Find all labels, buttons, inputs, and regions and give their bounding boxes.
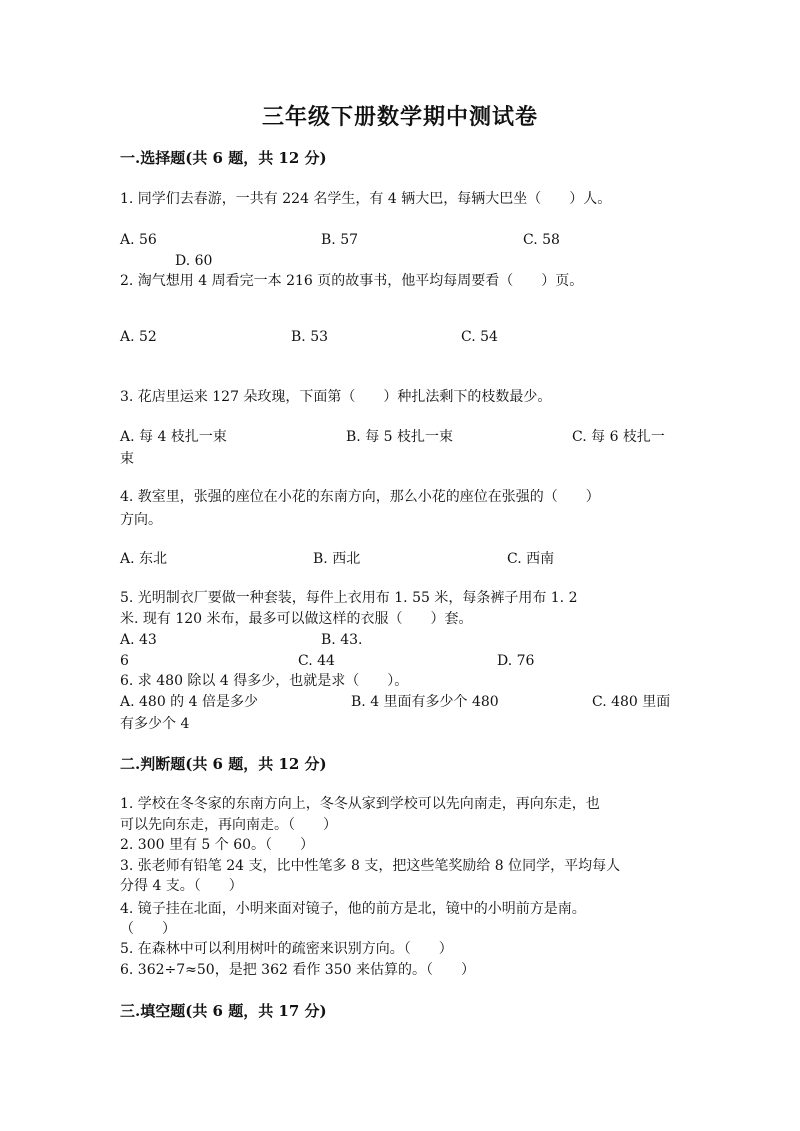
question-stem-continued: 米. 现有 120 米布，最多可以做这样的衣服（ ）套。 [120, 611, 473, 627]
judgement-line: （ ） [120, 921, 176, 937]
section-heading-fill-in: 三.填空题(共 6 题，共 17 分) [120, 1002, 327, 1020]
question-stem-continued: 方向。 [120, 512, 162, 528]
option-a: A. 52 [120, 329, 157, 345]
judgement-line: 2. 300 里有 5 个 60。（ ） [120, 837, 315, 853]
option-d: D. 76 [497, 653, 535, 669]
section-heading-judgement: 二.判断题(共 6 题，共 12 分) [120, 755, 327, 773]
judgement-line: 分得 4 支。（ ） [120, 878, 243, 894]
question-stem: 6. 求 480 除以 4 得多少，也就是求（ ）。 [120, 673, 409, 689]
option-a: A. 480 的 4 倍是多少 [120, 694, 258, 710]
question-stem: 5. 光明制衣厂要做一种套装，每件上衣用布 1. 55 米，每条裤子用布 1. 2 [120, 590, 578, 606]
option-c: C. 480 里面 [592, 694, 671, 710]
option-c: C. 每 6 枝扎一 [572, 429, 665, 445]
question-stem: 1. 同学们去春游，一共有 224 名学生，有 4 辆大巴，每辆大巴坐（ ）人。 [120, 191, 612, 207]
option-b: B. 每 5 枝扎一束 [346, 429, 453, 445]
option-d: D. 60 [175, 253, 213, 269]
option-c: C. 西南 [507, 551, 555, 567]
judgement-line: 4. 镜子挂在北面，小明来面对镜子，他的前方是北，镜中的小明前方是南。 [120, 901, 586, 917]
question-stem: 3. 花店里运来 127 朵玫瑰，下面第（ ）种扎法剩下的枝数最少。 [120, 389, 552, 405]
section-heading-choice: 一.选择题(共 6 题，共 12 分) [120, 149, 327, 167]
option-b: B. 4 里面有多少个 480 [351, 694, 499, 710]
option-c: C. 58 [523, 232, 560, 248]
option-a: A. 东北 [120, 551, 168, 567]
option-b: B. 西北 [313, 551, 361, 567]
option-a: A. 每 4 枝扎一束 [120, 429, 227, 445]
option-b-continued: 6 [120, 653, 129, 669]
option-c: C. 54 [461, 329, 498, 345]
option-c-continued: 束 [120, 451, 134, 467]
judgement-line: 5. 在森林中可以利用树叶的疏密来识别方向。（ ） [120, 941, 453, 957]
judgement-line: 3. 张老师有铅笔 24 支，比中性笔多 8 支，把这些笔奖励给 8 位同学，平均每人 [120, 858, 621, 874]
option-b: B. 43. [321, 632, 363, 648]
question-stem: 4. 教室里，张强的座位在小花的东南方向，那么小花的座位在张强的（ ） [120, 489, 600, 505]
option-b: B. 57 [321, 232, 359, 248]
option-c-continued: 有多少个 4 [120, 716, 190, 732]
judgement-line: 6. 362÷7≈50，是把 362 看作 350 来估算的。（ ） [120, 962, 475, 978]
option-a: A. 56 [120, 232, 157, 248]
option-a: A. 43 [120, 632, 157, 648]
option-c: C. 44 [298, 653, 335, 669]
judgement-line: 1. 学校在冬冬家的东南方向上，冬冬从家到学校可以先向南走，再向东走，也 [120, 796, 600, 812]
option-b: B. 53 [291, 329, 329, 345]
judgement-line: 可以先向东走，再向南走。（ ） [120, 817, 337, 833]
question-stem: 2. 淘气想用 4 周看完一本 216 页的故事书，他平均每周要看（ ）页。 [120, 273, 584, 289]
page-title: 三年级下册数学期中测试卷 [261, 104, 538, 130]
